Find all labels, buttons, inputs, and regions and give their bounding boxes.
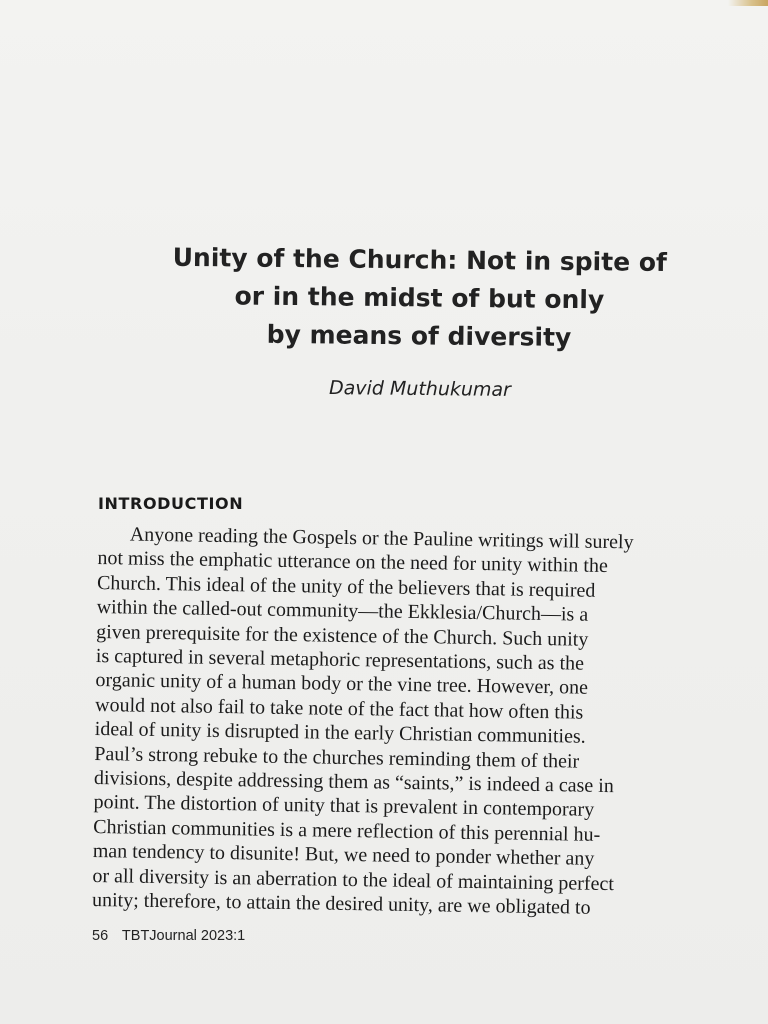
body-line: Paul’s strong rebuke to the churches reminding them of their: [94, 742, 580, 773]
page-footer: [92, 928, 245, 944]
body-line: is captured in several metaphoric representations, such as the: [95, 645, 585, 675]
title-line-3: by means of diversity: [266, 319, 572, 352]
title-line-1: Unity of the Church: Not in spite of: [172, 242, 668, 277]
body-line: given prerequisite for the existence of the Church. Such unity: [96, 620, 589, 651]
body-line: Anyone reading the Gospels or the Pauline writings will surely: [129, 523, 634, 554]
journal-name: TBTJournal 2023:1: [121, 928, 246, 944]
body-line: Church. This ideal of the unity of the believers that is required: [96, 571, 596, 602]
article-title: [99, 238, 740, 359]
body-line: man tendency to disunite! But, we need to ponder whether any: [92, 840, 595, 871]
body-line: divisions, despite addressing them as “saints,” is indeed a case in: [93, 767, 614, 798]
body-line: or all diversity is an aberration to the ideal of maintaining perfect: [92, 864, 615, 895]
page-number: 56: [92, 928, 109, 944]
page-corner-shadow: [728, 0, 768, 6]
article-author: David Muthukumar: [328, 377, 512, 401]
body-paragraph: [92, 522, 728, 922]
title-line-2: or in the midst of but only: [234, 281, 605, 315]
body-line: not miss the emphatic utterance on the need for unity within the: [97, 547, 608, 578]
body-line: Christian communities is a mere reflection of this perennial hu-: [93, 815, 601, 846]
body-line: organic unity of a human body or the vine tree. However, one: [95, 669, 589, 700]
section-heading: INTRODUCTION: [98, 494, 244, 513]
body-line: point. The distortion of unity that is prevalent in contemporary: [93, 791, 595, 822]
body-line: ideal of unity is disrupted in the early Christian communities.: [94, 718, 586, 748]
body-line: within the called-out community—the Ekklesia/Church—is a: [96, 596, 589, 626]
body-line: unity; therefore, to attain the desired unity, are we obligated to: [91, 889, 591, 919]
body-line: would not also fail to take note of the fact that how often this: [94, 693, 584, 724]
